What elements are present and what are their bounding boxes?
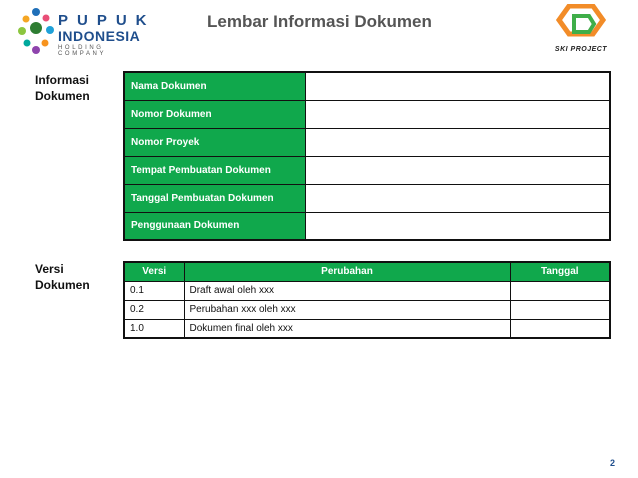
- version-section-label: [35, 261, 90, 293]
- ski-project-logo: [546, 4, 624, 56]
- cell-tanggal[interactable]: [510, 319, 610, 338]
- table-row: [124, 319, 610, 338]
- header-perubahan: Perubahan: [184, 262, 510, 281]
- info-key: Nomor Dokumen: [124, 100, 305, 128]
- info-key: Penggunaan Dokumen: [124, 212, 305, 240]
- version-table: [123, 261, 611, 339]
- table-row: [124, 184, 610, 212]
- info-label-line2: Dokumen: [35, 89, 90, 103]
- cell-perubahan[interactable]: Draft awal oleh xxx: [184, 281, 510, 300]
- table-row: [124, 281, 610, 300]
- cell-tanggal[interactable]: [510, 300, 610, 319]
- table-row: [124, 72, 610, 100]
- header-versi: Versi: [124, 262, 184, 281]
- table-row: [124, 156, 610, 184]
- info-key: Nomor Proyek: [124, 128, 305, 156]
- table-row: [124, 100, 610, 128]
- cell-tanggal[interactable]: [510, 281, 610, 300]
- info-value-field[interactable]: [305, 72, 610, 100]
- info-value-field[interactable]: [305, 128, 610, 156]
- document-info-table: [123, 71, 611, 241]
- pupuk-indonesia-logo: [14, 6, 154, 58]
- table-row: [124, 212, 610, 240]
- info-value-field[interactable]: [305, 212, 610, 240]
- info-section-label: [35, 72, 90, 104]
- table-row: [124, 128, 610, 156]
- logo-word-holding: HOLDING COMPANY: [58, 45, 107, 57]
- page-number: 2: [610, 458, 616, 468]
- info-key: Tanggal Pembuatan Dokumen: [124, 184, 305, 212]
- logo-word-indonesia: INDONESIA: [58, 28, 141, 44]
- ski-project-text: SKI PROJECT: [554, 46, 608, 53]
- page-title: Lembar Informasi Dokumen: [207, 12, 432, 31]
- cell-versi[interactable]: 1.0: [124, 319, 184, 338]
- ski-hexagon-icon: [556, 4, 606, 46]
- info-key: Tempat Pembuatan Dokumen: [124, 156, 305, 184]
- info-value-field[interactable]: [305, 184, 610, 212]
- table-header-row: [124, 262, 610, 281]
- cell-versi[interactable]: 0.1: [124, 281, 184, 300]
- info-key: Nama Dokumen: [124, 72, 305, 100]
- header-tanggal: Tanggal: [510, 262, 610, 281]
- pupuk-indonesia-emblem-icon: [14, 6, 58, 56]
- info-value-field[interactable]: [305, 156, 610, 184]
- version-label-line1: Versi: [35, 262, 64, 276]
- table-row: [124, 300, 610, 319]
- cell-versi[interactable]: 0.2: [124, 300, 184, 319]
- info-value-field[interactable]: [305, 100, 610, 128]
- info-label-line1: Informasi: [35, 73, 90, 87]
- version-label-line2: Dokumen: [35, 278, 90, 292]
- logo-word-pupuk: PUPUK: [58, 12, 156, 29]
- cell-perubahan[interactable]: Dokumen final oleh xxx: [184, 319, 510, 338]
- cell-perubahan[interactable]: Perubahan xxx oleh xxx: [184, 300, 510, 319]
